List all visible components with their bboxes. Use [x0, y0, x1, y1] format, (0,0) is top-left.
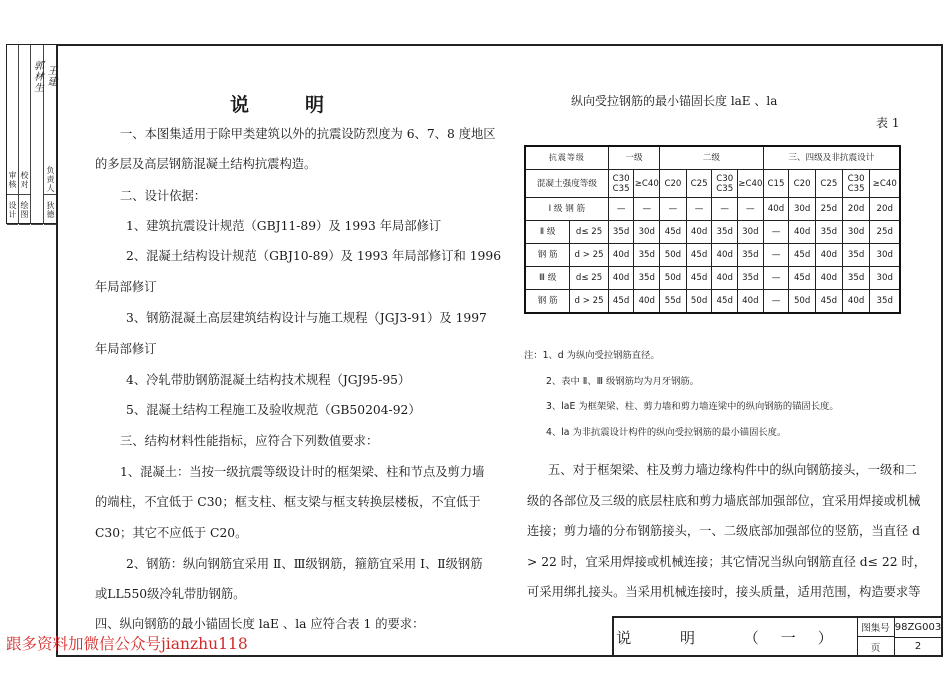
table-cell: 45d — [686, 267, 712, 290]
table-header-grade — [525, 146, 900, 170]
para-1a: 一、本图集适用于除甲类建筑以外的抗震设防烈度为 6、7、8 度地区 — [120, 127, 496, 141]
table-number: 表 1 — [876, 116, 900, 130]
note-1: 注：1、d 为纵向受拉钢筋直径。 — [524, 350, 660, 361]
table-row — [525, 290, 900, 314]
table-row — [525, 267, 900, 290]
grade-group: 二级 — [660, 146, 764, 170]
grade-header: 抗震等级 — [525, 146, 608, 170]
responsible-name: 狄德 — [44, 195, 57, 225]
rebar-label: Ⅱ 级 — [525, 221, 570, 244]
checker-label: 校对 — [19, 165, 30, 195]
table-row — [525, 221, 900, 244]
table-cell: 35d — [608, 221, 634, 244]
note-4: 4、la 为非抗震设计构件的纵向受拉钢筋的最小锚固长度。 — [546, 427, 787, 438]
table-cell: 30d — [634, 221, 660, 244]
table-cell: 40d — [816, 267, 843, 290]
strength-col: C25 — [686, 170, 712, 198]
signature-col-1 — [7, 45, 19, 223]
para-2-2a: 2、混凝土结构设计规范（GBJ10-89）及 1993 年局部修订和 1996 — [126, 249, 502, 263]
table-cell: 35d — [816, 221, 843, 244]
table-cell: — — [763, 267, 789, 290]
table-cell: 40d — [712, 244, 738, 267]
table-cell: 50d — [789, 290, 816, 314]
reviewer-label: 审核 — [7, 165, 18, 195]
table-cell: 40d — [608, 267, 634, 290]
para-3-2a: 2、钢筋：纵向钢筋宜采用 Ⅱ、Ⅲ级钢筋，箍筋宜采用 Ⅰ、Ⅱ级钢筋 — [126, 557, 483, 571]
para-5d: > 22 时，宜采用焊接或机械连接；其它情况当纵向钢筋直径 d≤ 22 时， — [527, 555, 927, 569]
para-2-3b: 年局部修订 — [95, 342, 157, 356]
blank-cell — [31, 165, 43, 225]
para-2-4: 4、冷轧带肋钢筋混凝土结构技术规程（JGJ95-95） — [126, 373, 411, 387]
table-cell: 50d — [660, 267, 687, 290]
table-cell: 40d — [608, 244, 634, 267]
table-cell: 45d — [660, 221, 687, 244]
signature-2: 王建 — [45, 65, 56, 87]
table-cell: 20d — [842, 198, 870, 221]
para-5b: 级的各部位及三级的底层柱底和剪力墙底部加强部位，宜采用焊接或机械 — [527, 494, 921, 508]
table-cell: — — [634, 198, 660, 221]
condition-cell: d≤ 25 — [570, 221, 608, 244]
table-cell: 45d — [816, 290, 843, 314]
strength-col: C30 C35 — [712, 170, 738, 198]
table-row — [525, 244, 900, 267]
para-2-3a: 3、钢筋混凝土高层建筑结构设计与施工规程（JGJ3-91）及 1997 — [126, 311, 487, 325]
condition-cell: d≤ 25 — [570, 267, 608, 290]
strength-col: C20 — [660, 170, 687, 198]
table-cell: 40d — [634, 290, 660, 314]
table-cell: 30d — [789, 198, 816, 221]
note-3: 3、laE 为框架梁、柱、剪力墙和剪力墙连梁中的纵向钢筋的锚固长度。 — [546, 401, 839, 412]
table-cell: 35d — [738, 267, 764, 290]
table-cell: 45d — [608, 290, 634, 314]
page-heading: 说明 — [230, 94, 381, 116]
table-cell: — — [608, 198, 634, 221]
table-cell: 45d — [789, 267, 816, 290]
table-cell: 40d — [738, 290, 764, 314]
table-cell: 40d — [763, 198, 789, 221]
grade-group: 一级 — [608, 146, 659, 170]
table-cell: 30d — [870, 244, 900, 267]
sheet-title: 说 明 （一） — [614, 618, 858, 656]
table-cell: 35d — [634, 267, 660, 290]
strength-col: ≥C40 — [738, 170, 764, 198]
table-cell: 35d — [870, 290, 900, 314]
para-2-1: 1、建筑抗震设计规范（GBJ11-89）及 1993 年局部修订 — [126, 219, 442, 233]
table-cell: 35d — [634, 244, 660, 267]
designer-label: 设计 — [7, 195, 18, 225]
watermark-text: 跟多资料加微信公众号jianzhu118 — [6, 635, 248, 653]
table-cell: — — [686, 198, 712, 221]
table-cell: 35d — [712, 221, 738, 244]
table-cell: — — [738, 198, 764, 221]
para-3-1c: C30；其它不应低于 C20。 — [95, 526, 248, 540]
table-cell: 35d — [738, 244, 764, 267]
strength-col: ≥C40 — [634, 170, 660, 198]
para-3: 三、结构材料性能指标，应符合下列数值要求： — [120, 434, 379, 448]
table-row — [525, 198, 900, 221]
drafter-label: 绘图 — [19, 195, 30, 225]
table-cell: 50d — [686, 290, 712, 314]
strength-header: 混凝土强度等级 — [525, 170, 608, 198]
table-cell: — — [660, 198, 687, 221]
table-cell: 40d — [842, 290, 870, 314]
strength-col: C20 — [789, 170, 816, 198]
table-cell: — — [763, 221, 789, 244]
page-label: 页 — [857, 637, 895, 656]
table-cell: 45d — [686, 244, 712, 267]
signature-1: 郭林生 — [31, 59, 43, 93]
table-cell: — — [712, 198, 738, 221]
para-3-2b: 或LL550级冷轧带肋钢筋。 — [95, 587, 246, 601]
para-2: 二、设计依据： — [120, 189, 207, 203]
condition-cell: d > 25 — [570, 244, 608, 267]
note-2: 2、表中 Ⅱ、Ⅲ 级钢筋均为月牙钢筋。 — [546, 376, 699, 387]
strength-col: C15 — [763, 170, 789, 198]
para-4: 四、纵向钢筋的最小锚固长度 laE 、la 应符合表 1 的要求： — [95, 617, 425, 631]
table-cell: — — [763, 244, 789, 267]
para-5c: 连接；剪力墙的分布钢筋接头，一、二级底部加强部位的竖筋，当直径 d — [527, 524, 920, 538]
table-cell: 20d — [870, 198, 900, 221]
table-cell: 25d — [870, 221, 900, 244]
table-cell: 25d — [816, 198, 843, 221]
table-cell: — — [763, 290, 789, 314]
anchorage-table — [524, 145, 901, 314]
para-5a: 五、对于框架梁、柱及剪力墙边缘构件中的纵向钢筋接头，一级和二 — [548, 463, 917, 477]
rebar-label: 钢 筋 — [525, 244, 570, 267]
table-cell: 30d — [842, 221, 870, 244]
rebar-label: 钢 筋 — [525, 290, 570, 314]
table-title: 纵向受拉钢筋的最小锚固长度 laE 、la — [571, 94, 778, 108]
para-3-1a: 1、混凝土：当按一级抗震等级设计时的框架梁、柱和节点及剪力墙 — [120, 465, 485, 479]
table-cell: 35d — [842, 244, 870, 267]
responsible-label: 负责人 — [46, 166, 55, 193]
strength-col: ≥C40 — [870, 170, 900, 198]
strength-col: C25 — [816, 170, 843, 198]
para-2-5: 5、混凝土结构工程施工及验收规范（GB50204-92） — [126, 403, 421, 417]
table-cell: 40d — [712, 267, 738, 290]
strength-col: C30 C35 — [842, 170, 870, 198]
table-cell: 50d — [660, 244, 687, 267]
signature-strip — [6, 44, 56, 224]
table-cell: 55d — [660, 290, 687, 314]
para-1b: 的多层及高层钢筋混凝土结构抗震构造。 — [95, 157, 317, 171]
atlas-number-label: 图集号 — [857, 618, 895, 637]
page-number: 2 — [914, 641, 922, 652]
rebar-label: Ⅰ 级 钢 筋 — [525, 198, 608, 221]
table-cell: 45d — [789, 244, 816, 267]
title-block — [612, 616, 941, 656]
table-cell: 30d — [870, 267, 900, 290]
table-header-strength — [525, 170, 900, 198]
condition-cell: d > 25 — [570, 290, 608, 314]
grade-group: 三、四级及非抗震设计 — [763, 146, 900, 170]
para-2-2b: 年局部修订 — [95, 280, 157, 294]
atlas-number-value: 98ZG003 — [895, 618, 941, 638]
table-cell: 40d — [816, 244, 843, 267]
rebar-label: Ⅲ 级 — [525, 267, 570, 290]
table-cell: 45d — [712, 290, 738, 314]
table-cell: 40d — [789, 221, 816, 244]
strength-col: C30 C35 — [608, 170, 634, 198]
para-5e: 可采用绑扎接头。当采用机械连接时，接头质量，适用范围，构造要求等 — [527, 585, 921, 599]
table-cell: 30d — [738, 221, 764, 244]
para-3-1b: 的端柱，不宜低于 C30；框支柱、框支梁与框支转换层楼板，不宜低于 — [95, 495, 481, 509]
table-cell: 40d — [686, 221, 712, 244]
table-cell: 35d — [842, 267, 870, 290]
